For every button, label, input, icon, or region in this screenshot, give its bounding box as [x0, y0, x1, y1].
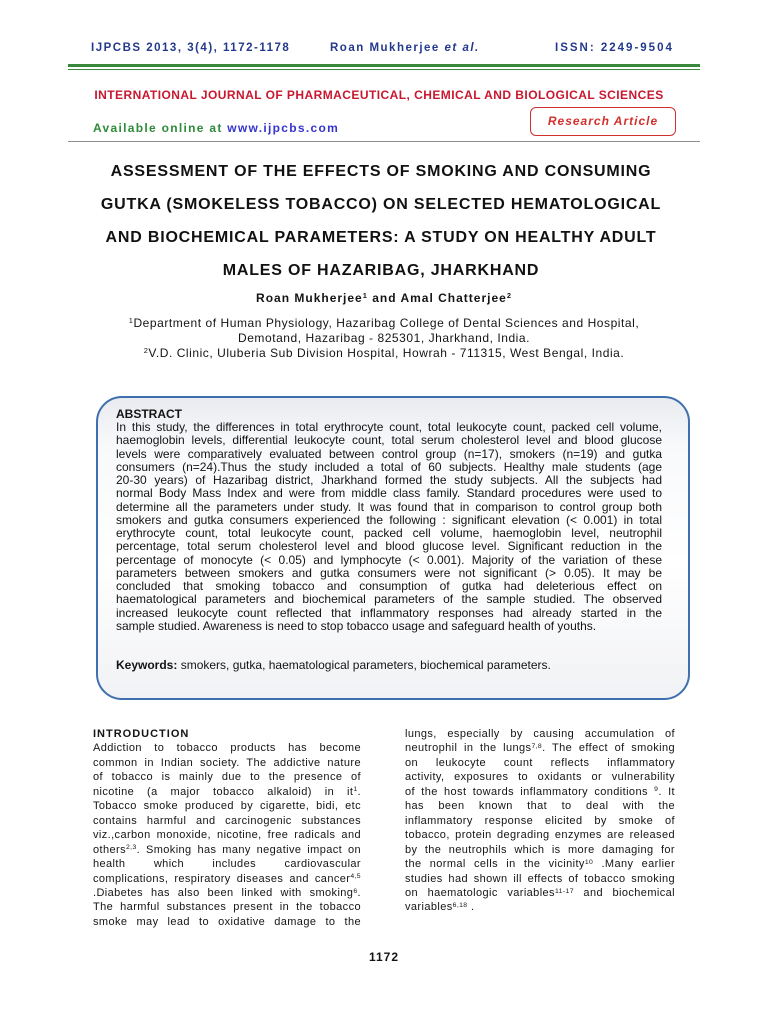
abstract-line: consumers (n=24).Thus the study included a total of 60 subjects. Healthy male students (age: [116, 459, 662, 474]
body-text-line: variables$^{6,18}$ .: [405, 901, 475, 914]
body-text-line: tobacco, protein degrading enzymes are released: [405, 829, 675, 842]
body-text-line: inflammatory response elicited by smoke of: [405, 814, 675, 827]
body-text-line: has been known that to deal with the: [405, 800, 675, 813]
journal-name: INTERNATIONAL JOURNAL OF PHARMACEUTICAL, CHEMICAL AND BIOLOGICAL SCIENCES: [94, 88, 664, 102]
introduction-right-column: [405, 727, 675, 915]
body-text-line: .Diabetes has also been linked with smoking$^6$.: [93, 886, 361, 899]
body-text-line: Tobacco smoke produced by cigarette, bidi, etc: [93, 800, 361, 813]
abstract-line: haematological parameters and biochemical parameters of the sample studied. The observed: [116, 592, 662, 607]
title-line: AND BIOCHEMICAL PARAMETERS: A STUDY ON HEALTHY ADULT: [105, 229, 657, 246]
title-line: ASSESSMENT OF THE EFFECTS OF SMOKING AND CONSUMING: [110, 163, 652, 180]
body-text-line: contains harmful and carcinogenic substances: [93, 814, 361, 827]
author-affiliation-marker: 2: [506, 291, 512, 301]
running-author: [330, 40, 480, 56]
body-text-line: viz.,carbon monoxide, nicotine, free radicals and: [93, 829, 361, 842]
body-text-line: of tobacco is mainly due to the presence of: [93, 771, 361, 784]
running-author-name: Roan Mukherjee: [330, 42, 440, 54]
journal-citation: IJPCBS 2013, 3(4), 1172-1178: [91, 42, 291, 54]
body-text-line: on leukocyte count reflects inflammatory: [405, 756, 675, 769]
citation-superscript: 4,5: [350, 873, 361, 881]
abstract-line: concluded that smoking tobacco and consumption of gutka had deleterious effect on: [116, 579, 662, 593]
header-rule: [68, 64, 700, 67]
body-text-line: activity, exposures to oxidants or vulnerability: [405, 771, 675, 784]
availability-line: [93, 120, 339, 136]
body-text-line: others$^{2,3}$. Smoking has many negative impact on: [93, 843, 361, 856]
body-text-line: nicotine (a major tobacco alkaloid) in $it^1$.: [93, 785, 361, 798]
affiliations: [0, 316, 768, 361]
separator-rule: [68, 141, 700, 142]
body-text-line: neutrophil in the lungs$^{7,8}$. The effect of smoking: [405, 742, 675, 755]
abstract-line: parameters between smokers and gutka consumers were not significant (> 0.05). It may be: [116, 565, 662, 580]
citation-superscript: 6,18: [452, 902, 468, 910]
body-text-line: by the neutrophils which is more damaging for: [405, 843, 675, 856]
keywords-line: [116, 658, 662, 672]
abstract-line: determine all the parameters under study. It was found that in comparison to control group both: [116, 499, 662, 514]
abstract-body: [116, 421, 662, 633]
available-online-label: Available online at: [93, 121, 223, 135]
et-al: et al.: [444, 42, 480, 54]
abstract-heading: ABSTRACT: [116, 407, 182, 421]
citation-superscript: 9: [654, 786, 659, 794]
journal-website-link[interactable]: www.ijpcbs.com: [227, 121, 340, 135]
citation-superscript: 10: [584, 858, 594, 866]
body-text-line: smoke may lead to oxidative damage to the: [93, 915, 361, 928]
citation-superscript: 2,3: [125, 844, 137, 852]
affiliation-line: [0, 346, 768, 361]
keywords-text: smokers, gutka, haematological parameters, biochemical parameters.: [180, 658, 551, 672]
abstract-line: percentage, total serum cholesterol level and blood glucose level. Significant reduction in the: [116, 539, 662, 554]
citation-superscript: 11-17: [554, 887, 574, 895]
body-text-line: the normal cells in the vicinity$^{10}$ .Many earlier: [405, 858, 676, 871]
citation-superscript: 1: [353, 786, 358, 794]
header-rule-thin: [68, 69, 700, 70]
affiliation-marker: 1: [128, 316, 134, 326]
title-line: MALES OF HAZARIBAG, JHARKHAND: [222, 262, 540, 279]
abstract-line: normal Body Mass Index and were from middle class family. Standard procedures were used to: [116, 486, 662, 501]
body-text-line: complications, respiratory diseases and cancer$^{4,5}$: [93, 872, 361, 885]
affiliation-line: [0, 331, 768, 346]
body-text-line: health which includes cardiovascular: [93, 858, 361, 871]
abstract-line: increased leukocyte count reflected that inflammatory responses had already started in the: [116, 605, 662, 620]
citation-superscript: 6: [353, 887, 358, 895]
body-text-line: lungs, especially by causing accumulation of: [405, 728, 675, 740]
affiliation-marker: 2: [143, 346, 149, 356]
author-name: Roan Mukherjee: [256, 291, 363, 305]
body-text-line: Addiction to tobacco products has become: [93, 742, 361, 755]
body-text-line: of the host towards inflammatory conditions $^9$. It: [405, 785, 676, 798]
body-text-line: The harmful substances present in the tobacco: [93, 901, 361, 914]
citation-superscript: 7,8: [531, 743, 543, 751]
introduction-heading: INTRODUCTION: [93, 728, 190, 740]
article-type-badge: Research Article: [530, 107, 676, 136]
abstract-line: percentage of monocyte (< 0.05) and lymphocyte (< 0.001). Majority of the variation of these: [116, 552, 662, 567]
title-line: GUTKA (SMOKELESS TOBACCO) ON SELECTED HEMATOLOGICAL: [100, 196, 662, 213]
body-text-line: common in Indian society. The addictive nature: [93, 756, 361, 769]
introduction-left-column: [93, 741, 361, 929]
page-number: 1172: [368, 950, 400, 964]
abstract-box: [96, 396, 690, 700]
abstract-line: sample studied. Awareness is need to stop tobacco usage and safeguard health of youths.: [116, 618, 597, 633]
affiliation-text: V.D. Clinic, Uluberia Sub Division Hospital, Howrah - 711315, West Bengal, India.: [148, 346, 625, 360]
abstract-line: 20-30 years) of Hazaribag district, Jharkhand formed the study subjects. All the subjects had: [116, 473, 662, 487]
body-text-line: studies had shown ill effects of tobacco smoking: [405, 872, 675, 885]
abstract-line: erythrocyte count, total leukocyte count, packed cell volume, haemoglobin level, neutrophil: [116, 526, 662, 540]
abstract-line: In this study, the differences in total erythrocyte count, total leukocyte count, packed cell volume,: [116, 420, 662, 434]
abstract-line: haemoglobin levels, differential leukocyte count, total serum cholesterol level and blood glucose: [116, 433, 662, 448]
author-affiliation-marker: 1: [362, 291, 368, 301]
body-text-line: on haematologic variables$^{11-17}$ and biochemical: [405, 886, 675, 899]
affiliation-line: [0, 316, 768, 331]
abstract-line: smokers and gutka consumers experienced the following : significant elevation (< 0.001) in total: [116, 512, 662, 527]
paper-title: [0, 155, 762, 287]
abstract-line: levels were comparatively evaluated between control group (n=17), smokers (n=19) and gutka: [116, 446, 662, 461]
keywords-label: Keywords:: [116, 658, 178, 672]
affiliation-text: Department of Human Physiology, Hazaribag College of Dental Sciences and Hospital,: [133, 316, 640, 330]
affiliation-text: Demotand, Hazaribag - 825301, Jharkhand, India.: [237, 331, 531, 345]
authors-line: [0, 290, 768, 306]
author-connector: and: [372, 291, 397, 305]
author-name: Amal Chatterjee: [400, 291, 507, 305]
issn: ISSN: 2249-9504: [555, 42, 674, 54]
